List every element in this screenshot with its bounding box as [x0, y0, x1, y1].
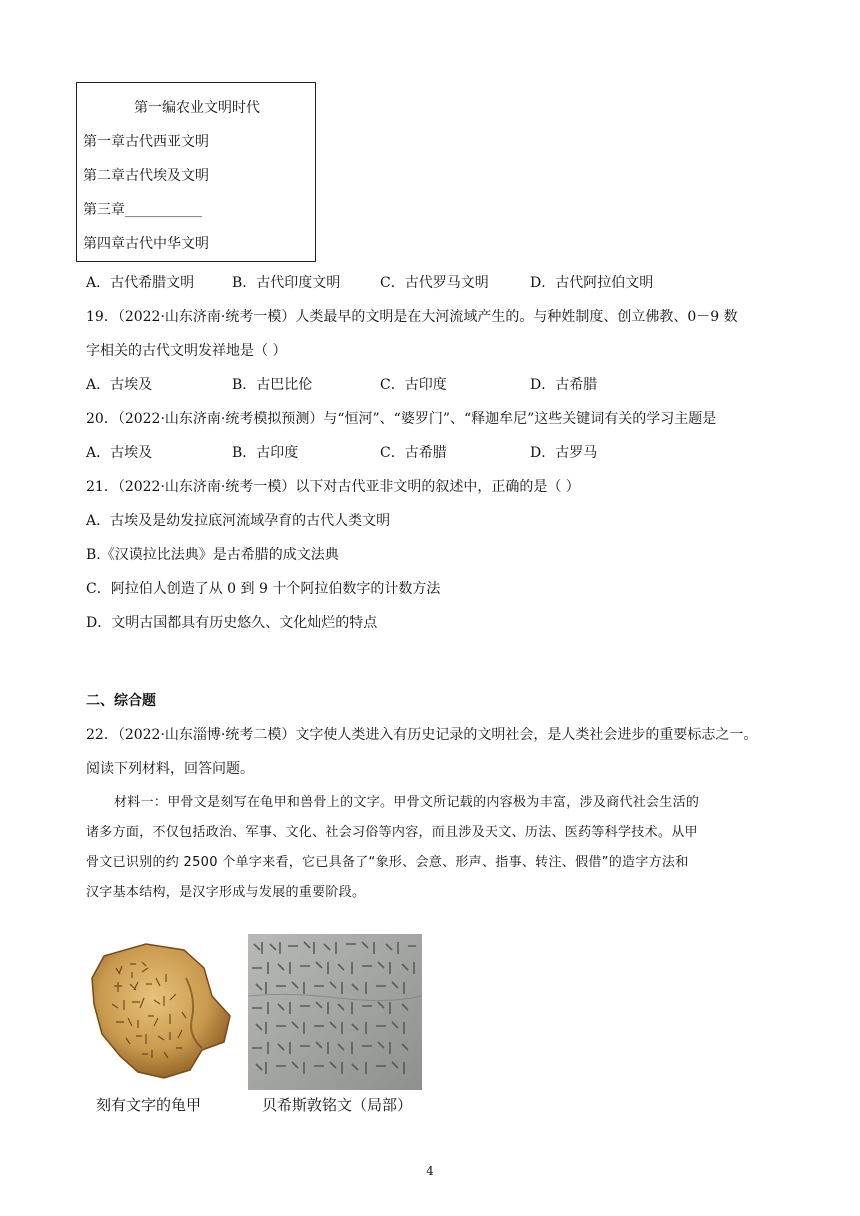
q22-stem-line-1: 22．（2022·山东淄博·统考二模）文字使人类进入有历史记录的文明社会，是人类社会进步的重要标志之一。	[86, 727, 758, 743]
material-1-line-4: 汉字基本结构，是汉字形成与发展的重要阶段。	[86, 885, 366, 900]
q21-stem: 21．（2022·山东济南·统考一模）以下对古代亚非文明的叙述中，正确的是（ ）	[86, 479, 580, 495]
caption-behistun: 贝希斯敦铭文（局部）	[262, 1096, 413, 1114]
tortoise-shell-image	[86, 938, 236, 1088]
q19-stem-line-2: 字相关的古代文明发祥地是（ ）	[86, 343, 287, 359]
outline-line-3: 第三章___________	[83, 202, 202, 218]
caption-tortoise-shell: 刻有文字的龟甲	[96, 1096, 202, 1114]
q20-stem: 20．（2022·山东济南·统考模拟预测）与“恒河”、“婆罗门”、“释迦牟尼”这些关键词有关的学习主题是	[86, 411, 717, 427]
material-1-line-1: 材料一：甲骨文是刻写在龟甲和兽骨上的文字。甲骨文所记载的内容极为丰富，涉及商代社会生活的	[114, 795, 700, 810]
chapter-outline-box	[76, 82, 316, 262]
outline-title: 第一编农业文明时代	[134, 100, 260, 116]
material-1-line-3: 骨文已识别的约 2500 个单字来看，它已具备了“象形、会意、形声、指事、转注、假借”的造字方法和	[86, 855, 689, 870]
behistun-inscription-image	[248, 934, 422, 1090]
q21-option-a: A．古埃及是幼发拉底河流域孕育的古代人类文明	[86, 513, 391, 529]
q20-option-b: B．古印度	[232, 445, 299, 461]
q19-stem-line-1: 19．（2022·山东济南·统考一模）人类最早的文明是在大河流域产生的。与种姓制度、创立佛教、0－9 数	[86, 309, 738, 325]
q20-option-a: A．古埃及	[86, 445, 153, 461]
q19-option-a: A．古埃及	[86, 377, 153, 393]
q19-option-b: B．古巴比伦	[232, 377, 313, 393]
section-heading: 二、综合题	[86, 693, 156, 709]
q19-option-c: C．古印度	[380, 377, 447, 393]
q20-option-d: D．古罗马	[530, 445, 598, 461]
q20-option-c: C．古希腊	[380, 445, 447, 461]
outline-line-1: 第一章古代西亚文明	[83, 134, 209, 150]
outline-line-4: 第四章古代中华文明	[83, 236, 209, 252]
q18-option-a: A．古代希腊文明	[86, 275, 195, 291]
q21-option-c: C．阿拉伯人创造了从 0 到 9 十个阿拉伯数字的计数方法	[86, 581, 441, 597]
q19-option-d: D．古希腊	[530, 377, 598, 393]
q22-stem-line-2: 阅读下列材料，回答问题。	[86, 761, 254, 777]
q18-option-d: D．古代阿拉伯文明	[530, 275, 654, 291]
page-number: 4	[426, 1164, 434, 1178]
outline-line-2: 第二章古代埃及文明	[83, 168, 209, 184]
q21-option-d: D．文明古国都具有历史悠久、文化灿烂的特点	[86, 615, 378, 631]
material-1-line-2: 诸多方面，不仅包括政治、军事、文化、社会习俗等内容，而且涉及天文、历法、医药等科学技术。从甲	[86, 825, 698, 840]
q21-option-b: B.《汉谟拉比法典》是古希腊的成文法典	[86, 547, 339, 563]
q18-option-c: C．古代罗马文明	[380, 275, 489, 291]
q18-option-b: B．古代印度文明	[232, 275, 341, 291]
